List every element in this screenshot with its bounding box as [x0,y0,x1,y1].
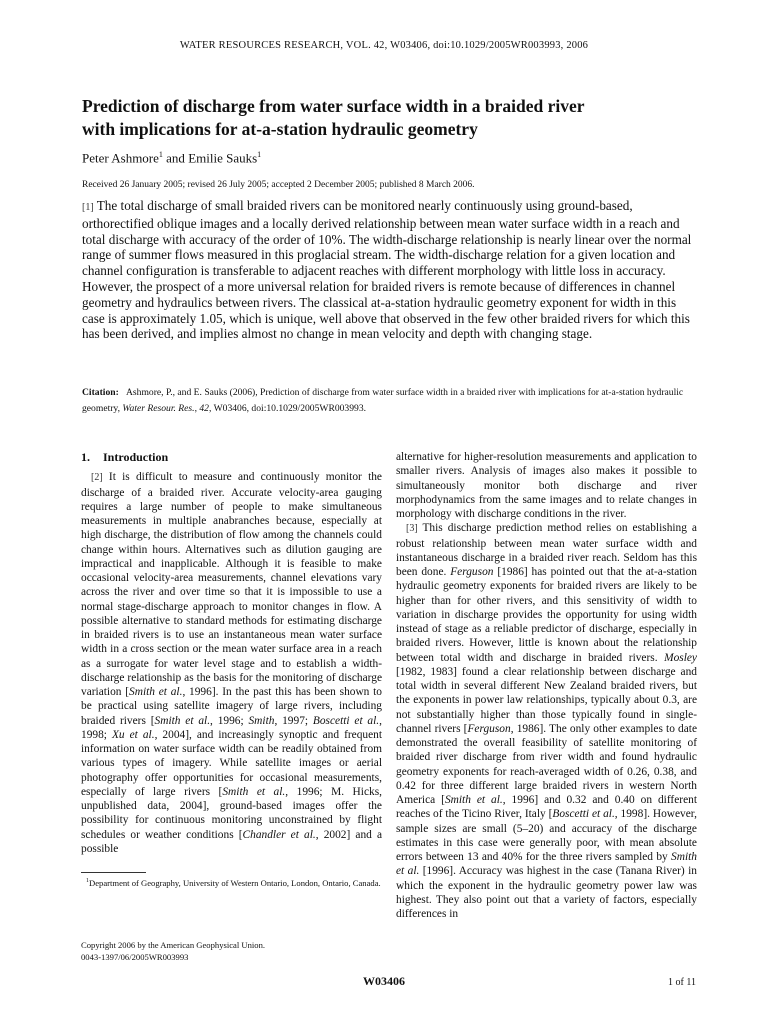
abstract [82,198,692,342]
body-text: , 2004], and increasingly synoptic and frequent information on water surface width can be readily obtained from various types of imagery. While satellite images or aerial photography offer opportunities for occasional measurements, especially of large rivers [ [81,728,383,798]
reference-author: Boscetti et al. [312,714,380,727]
section-title: Introduction [103,450,169,464]
article-title [82,95,702,141]
footnote-marker: 1 [86,878,89,884]
title-line-1: Prediction of discharge from water surface width in a braided river [82,96,585,116]
copyright-notice [81,940,381,963]
body-text: , 1997; [274,714,313,727]
body-text: , 1998]. However, sample sizes are small (5–20) and accuracy of the discharge estimates in this case were generally poor, with mean absolute errors between 13 and 40% for the three rivers sampled by [396,808,697,863]
title-line-2: with implications for at-a-station hydraulic geometry [82,119,478,139]
citation [82,385,697,416]
body-text: It is difficult to measure and continuously monitor the discharge of a braided river. Accurate velocity-area gauging requires a large number of people to make simultaneous measurements in multiple anabranches because, especially at high discharge, the distribution of flow among the channels could change within hours. Alternatives such as dilution gauging are impractical and inapplicable. Although it is feasible to make occasional velocity-area measurements, channel elevations vary across the river and over time so that it is impossible to use a normal stage-discharge approach to monitor changes in flow. A possible alternative to standard methods for estimating discharge in braided rivers is to use an instantaneous mean water surface width in a cross section or the mean water surface area in a reach as a surrogate for water level stage and to establish a width-discharge relationship as the basis for the monitoring of discharge variation [ [81,471,382,698]
footnote-divider [81,872,146,873]
affiliation-marker: 1 [158,150,163,159]
page-number: 1 of 11 [668,977,696,988]
journal-name: Water Resour. Res. [122,402,195,414]
reference-author: Smith [248,714,275,727]
journal-volume: 42 [199,402,209,414]
section-heading [81,450,382,464]
reference-author: Ferguson [467,722,511,735]
right-column [396,450,697,921]
body-text: [1996]. Accuracy was highest in the case (Tanana River) in which the exponent in the hydraulic geometry power law was highest. They also point out that a variety of factors, especially differences in [396,865,697,920]
reference-author: Smith et al. [129,686,183,698]
author-joiner: and [162,150,189,166]
paragraph-number: [3] [406,523,418,535]
affiliation-marker: 1 [257,150,262,159]
copyright-line: Copyright 2006 by the American Geophysical Union. [81,940,266,950]
reference-author: Smith et al. [444,794,503,806]
reference-author: Mosley [664,651,697,664]
body-text: , 1986]. The only other examples to date demonstrated the overall feasibility of satellite monitoring of braided river discharge from river width and found hydraulic geometry exponents for reach-averaged width of 0.26, 0.38, and 0.42 for three different large braided rivers in western North America [ [396,722,698,806]
reference-author: Smith et al. [154,714,211,727]
paragraph-3 [396,521,697,921]
body-text: , 1996]. In the past this has been shown to be practical using satellite imagery of large rivers, including braided rivers [ [81,686,382,727]
footnote-text: Department of Geography, University of Western Ontario, London, Ontario, Canada. [89,877,381,888]
author-name: Emilie Sauks [188,150,258,166]
author-name: Peter Ashmore [82,150,159,166]
reference-author: Boscetti et al. [552,808,615,821]
body-text: , 1996; M. Hicks, unpublished data, 2004], ground-based images offer the possibility for continuous monitoring unconstrained by flight schedules or weather conditions [ [81,785,382,841]
abstract-text: The total discharge of small braided rivers can be monitored nearly continuously using ground-based, orthorectified oblique images and a locally derived relationship between mean water surface width in a reach and total discharge with accuracy of the order of 10%. The width-discharge relationship is nearly linear over the normal range of summer flows measured in this proglacial stream. The width-discharge relation for a given location and channel configuration is transferable to adjacent reaches with different morphology with little loss in accuracy. However, the prospect of a more universal relation for braided rivers is remote because of differences in channel geometry and hydraulics between rivers. The classical at-a-station hydraulic geometry exponent for width in this case is approximately 1.05, which is unique, well above that observed in the few other braided rivers for which this has been derived, and implies almost no change in mean velocity and depth with changing stage. [82,198,692,342]
affiliation-footnote [81,876,381,889]
author-list [82,150,261,166]
paragraph-number: [1] [82,202,94,213]
paragraph-2 [81,470,382,856]
section-number: 1. [81,450,90,464]
running-head: WATER RESOURCES RESEARCH, VOL. 42, W03406, doi:10.1029/2005WR003993, 2006 [179,40,589,51]
reference-author: Smith et al. [396,851,697,878]
reference-author: Chandler et al. [242,828,316,841]
received-dates: Received 26 January 2005; revised 26 July 2005; accepted 2 December 2005; published 8 March 2006. [82,180,475,190]
left-column [81,450,382,856]
issn-line: 0043-1397/06/2005WR003993 [81,951,189,962]
paragraph-number: [2] [91,472,103,484]
citation-label: Citation: [82,387,119,398]
body-text: [1986] has pointed out that the at-a-station hydraulic geometry exponents for braided rivers are likely to be higher than for other rivers, and this sensitivity of width to variation in discharge provides the opportunity for using width instead of stage as a reliable predictor of discharge, especially in braided rivers. However, little is known about the relationship between total width and discharge in braided rivers. [396,566,697,664]
body-text: , 1996; [210,714,249,727]
reference-author: Smith et al. [222,785,286,798]
paragraph-2-continued: alternative for higher-resolution measurements and application to smaller rivers. Analysis of images also makes it possible to simultaneously monitor both discharge and river morphodynamics from the same images and to relate changes in morphology with discharge conditions in the river. [396,451,697,520]
citation-text: Ashmore, P., and E. Sauks (2006), Prediction of discharge from water surface width in a braided river with implications for at-a-station hydraulic geometry, [82,387,684,414]
article-id: W03406 [363,974,405,988]
body-text: [1982, 1983] found a clear relationship between discharge and total width in several different New Zealand braided rivers, but the exponents in power law relationships, typically about 0.3, are not substantially higher than those typically found in single-channel rivers [ [396,665,697,735]
body-text: , 1996] and 0.32 and 0.40 on different reaches of the Ticino River, Italy [ [396,794,697,821]
body-text: This discharge prediction method relies on establishing a robust relationship between mean water surface width and instantaneous discharge in a braided river reach. Seldom has this been done. [396,522,697,578]
body-text: , 2002] and a possible [81,828,383,855]
reference-author: Xu et al. [111,728,155,741]
reference-author: Ferguson [450,566,494,578]
citation-doi: , W03406, doi:10.1029/2005WR003993. [208,402,367,414]
body-text: , 1998; [81,714,382,741]
citation-separator: , [194,402,197,414]
